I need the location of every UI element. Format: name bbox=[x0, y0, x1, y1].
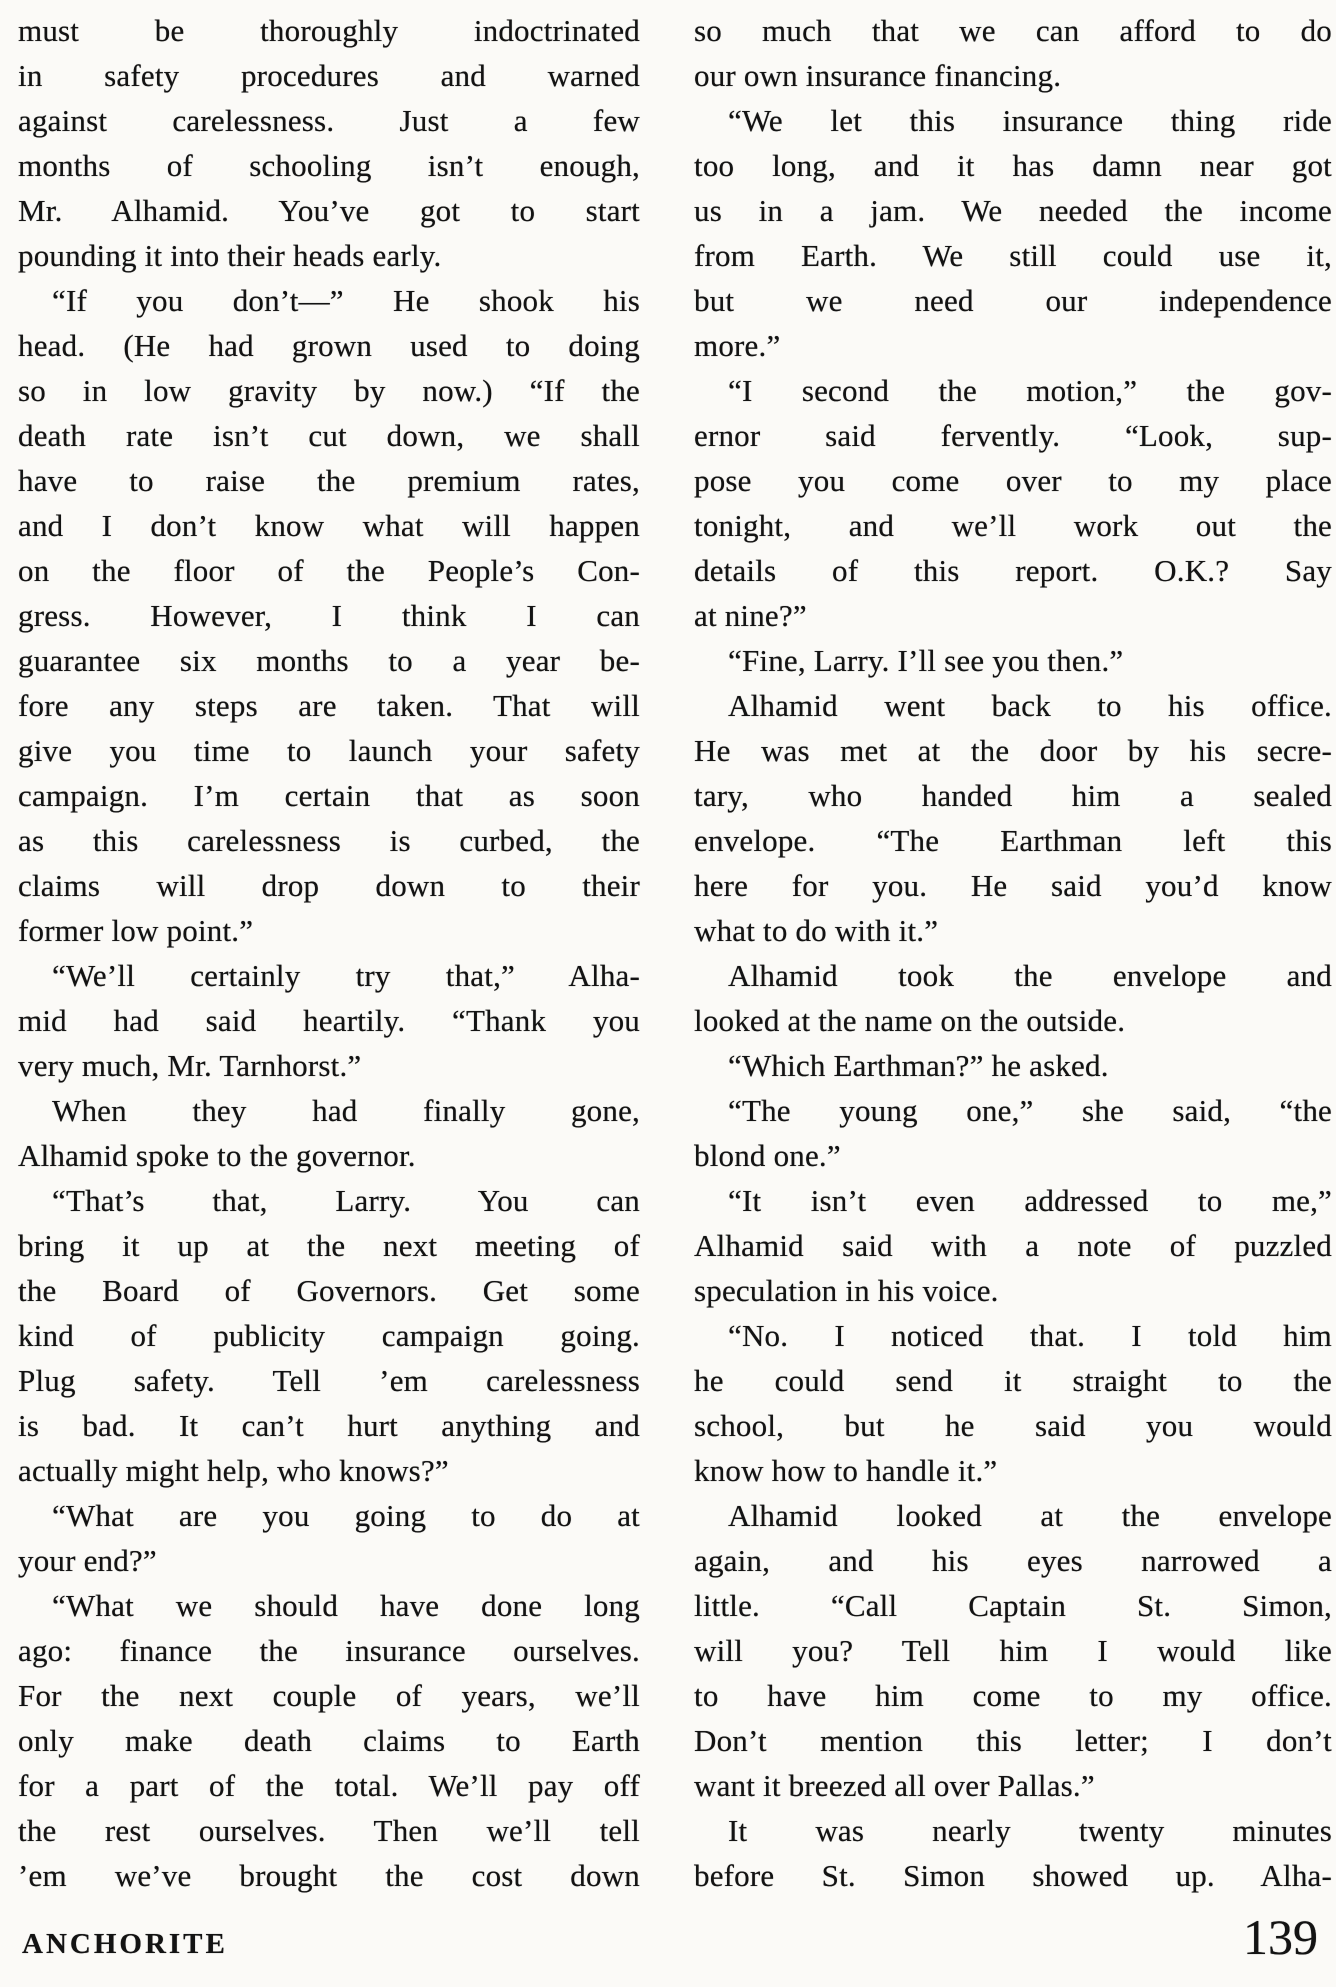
text-line: kind of publicity campaign going. bbox=[18, 1318, 640, 1353]
text-line: your end?” bbox=[18, 1543, 157, 1578]
paragraph bbox=[694, 1178, 1332, 1313]
text-line: Alhamid went back to his office. bbox=[728, 688, 1332, 723]
text-line: gress. However, I think I can bbox=[18, 598, 640, 633]
running-title: ANCHORITE bbox=[22, 1928, 228, 1960]
paragraph bbox=[18, 1583, 640, 1898]
text-line: For the next couple of years, we’ll bbox=[18, 1678, 640, 1713]
text-line: as this carelessness is curbed, the bbox=[18, 823, 640, 858]
text-line: months of schooling isn’t enough, bbox=[18, 148, 640, 183]
text-line: “The young one,” she said, “the bbox=[728, 1093, 1332, 1128]
text-line: “We’ll certainly try that,” Alha- bbox=[52, 958, 640, 993]
text-line: Alhamid spoke to the governor. bbox=[18, 1138, 416, 1173]
paragraph bbox=[694, 368, 1332, 638]
text-line: “It isn’t even addressed to me,” bbox=[728, 1183, 1332, 1218]
text-line: give you time to launch your safety bbox=[18, 733, 640, 768]
text-line: at nine?” bbox=[694, 598, 807, 633]
text-line: for a part of the total. We’ll pay off bbox=[18, 1768, 640, 1803]
text-line: fore any steps are taken. That will bbox=[18, 688, 640, 723]
paragraph bbox=[18, 8, 640, 278]
text-line: Don’t mention this letter; I don’t bbox=[694, 1723, 1332, 1758]
paragraph bbox=[694, 953, 1332, 1043]
text-line: too long, and it has damn near got bbox=[694, 148, 1332, 183]
text-line: “That’s that, Larry. You can bbox=[52, 1183, 640, 1218]
text-line: is bad. It can’t hurt anything and bbox=[18, 1408, 640, 1443]
right-column bbox=[694, 8, 1332, 1898]
text-line: “We let this insurance thing ride bbox=[728, 103, 1332, 138]
text-line: more.” bbox=[694, 328, 781, 363]
text-line: “What we should have done long bbox=[52, 1588, 640, 1623]
text-line: Alhamid said with a note of puzzled bbox=[694, 1228, 1332, 1263]
text-line: pose you come over to my place bbox=[694, 463, 1332, 498]
text-line: from Earth. We still could use it, bbox=[694, 238, 1332, 273]
text-line: envelope. “The Earthman left this bbox=[694, 823, 1332, 858]
text-line: the Board of Governors. Get some bbox=[18, 1273, 640, 1308]
paragraph bbox=[18, 1178, 640, 1493]
paragraph bbox=[18, 278, 640, 953]
text-line: “If you don’t—” He shook his bbox=[52, 283, 640, 318]
text-line: the rest ourselves. Then we’ll tell bbox=[18, 1813, 640, 1848]
page-footer bbox=[0, 1900, 1336, 1987]
text-line: will you? Tell him I would like bbox=[694, 1633, 1332, 1668]
paragraph bbox=[18, 1493, 640, 1583]
paragraph bbox=[694, 1088, 1332, 1178]
text-line: what to do with it.” bbox=[694, 913, 939, 948]
text-line: but we need our independence bbox=[694, 283, 1332, 318]
text-line: school, but he said you would bbox=[694, 1408, 1332, 1443]
text-line: Alhamid took the envelope and bbox=[728, 958, 1332, 993]
text-line: on the floor of the People’s Con- bbox=[18, 553, 640, 588]
text-line: former low point.” bbox=[18, 913, 254, 948]
text-line: and I don’t know what will happen bbox=[18, 508, 640, 543]
text-line: little. “Call Captain St. Simon, bbox=[694, 1588, 1332, 1623]
text-line: actually might help, who knows?” bbox=[18, 1453, 449, 1488]
text-line: guarantee six months to a year be- bbox=[18, 643, 640, 678]
left-column bbox=[18, 8, 640, 1898]
text-line: bring it up at the next meeting of bbox=[18, 1228, 640, 1263]
paragraph bbox=[694, 638, 1332, 683]
paragraph bbox=[18, 1088, 640, 1178]
paragraph bbox=[694, 683, 1332, 953]
text-line: Mr. Alhamid. You’ve got to start bbox=[18, 193, 640, 228]
text-line: against carelessness. Just a few bbox=[18, 103, 640, 138]
text-line: looked at the name on the outside. bbox=[694, 1003, 1126, 1038]
text-line: “Which Earthman?” he asked. bbox=[728, 1048, 1109, 1083]
paragraph bbox=[694, 1313, 1332, 1493]
text-line: mid had said heartily. “Thank you bbox=[18, 1003, 640, 1038]
text-line: here for you. He said you’d know bbox=[694, 868, 1332, 903]
text-line: “Fine, Larry. I’ll see you then.” bbox=[728, 643, 1124, 678]
paragraph bbox=[694, 98, 1332, 368]
text-line: tonight, and we’ll work out the bbox=[694, 508, 1332, 543]
text-line: speculation in his voice. bbox=[694, 1273, 999, 1308]
text-line: It was nearly twenty minutes bbox=[728, 1813, 1332, 1848]
text-line: only make death claims to Earth bbox=[18, 1723, 640, 1758]
paragraph bbox=[694, 1493, 1332, 1808]
text-line: campaign. I’m certain that as soon bbox=[18, 778, 640, 813]
paragraph bbox=[18, 953, 640, 1088]
text-line: want it breezed all over Pallas.” bbox=[694, 1768, 1095, 1803]
text-line: claims will drop down to their bbox=[18, 868, 640, 903]
text-line: have to raise the premium rates, bbox=[18, 463, 640, 498]
text-line: tary, who handed him a sealed bbox=[694, 778, 1332, 813]
text-line: details of this report. O.K.? Say bbox=[694, 553, 1332, 588]
text-line: our own insurance financing. bbox=[694, 58, 1062, 93]
text-line: very much, Mr. Tarnhorst.” bbox=[18, 1048, 362, 1083]
text-line: He was met at the door by his secre- bbox=[694, 733, 1332, 768]
paragraph bbox=[694, 8, 1332, 98]
text-line: head. (He had grown used to doing bbox=[18, 328, 640, 363]
text-line: “What are you going to do at bbox=[52, 1498, 640, 1533]
page-number: 139 bbox=[1243, 1909, 1318, 1965]
text-line: When they had finally gone, bbox=[52, 1093, 640, 1128]
text-line: blond one.” bbox=[694, 1138, 841, 1173]
text-line: he could send it straight to the bbox=[694, 1363, 1332, 1398]
text-line: in safety procedures and warned bbox=[18, 58, 640, 93]
paragraph bbox=[694, 1808, 1332, 1898]
text-line: “No. I noticed that. I told him bbox=[728, 1318, 1332, 1353]
text-line: ernor said fervently. “Look, sup- bbox=[694, 418, 1332, 453]
text-line: so in low gravity by now.) “If the bbox=[18, 373, 640, 408]
text-line: pounding it into their heads early. bbox=[18, 238, 442, 273]
text-line: so much that we can afford to do bbox=[694, 13, 1332, 48]
paragraph bbox=[694, 1043, 1332, 1088]
text-line: Alhamid looked at the envelope bbox=[728, 1498, 1332, 1533]
text-line: “I second the motion,” the gov- bbox=[728, 373, 1332, 408]
text-line: know how to handle it.” bbox=[694, 1453, 998, 1488]
text-line: before St. Simon showed up. Alha- bbox=[694, 1858, 1332, 1893]
text-line: ’em we’ve brought the cost down bbox=[18, 1858, 640, 1893]
text-line: Plug safety. Tell ’em carelessness bbox=[18, 1363, 640, 1398]
text-line: must be thoroughly indoctrinated bbox=[18, 13, 640, 48]
text-line: us in a jam. We needed the income bbox=[694, 193, 1332, 228]
text-line: ago: finance the insurance ourselves. bbox=[18, 1633, 640, 1668]
text-line: again, and his eyes narrowed a bbox=[694, 1543, 1332, 1578]
text-line: to have him come to my office. bbox=[694, 1678, 1332, 1713]
text-line: death rate isn’t cut down, we shall bbox=[18, 418, 640, 453]
